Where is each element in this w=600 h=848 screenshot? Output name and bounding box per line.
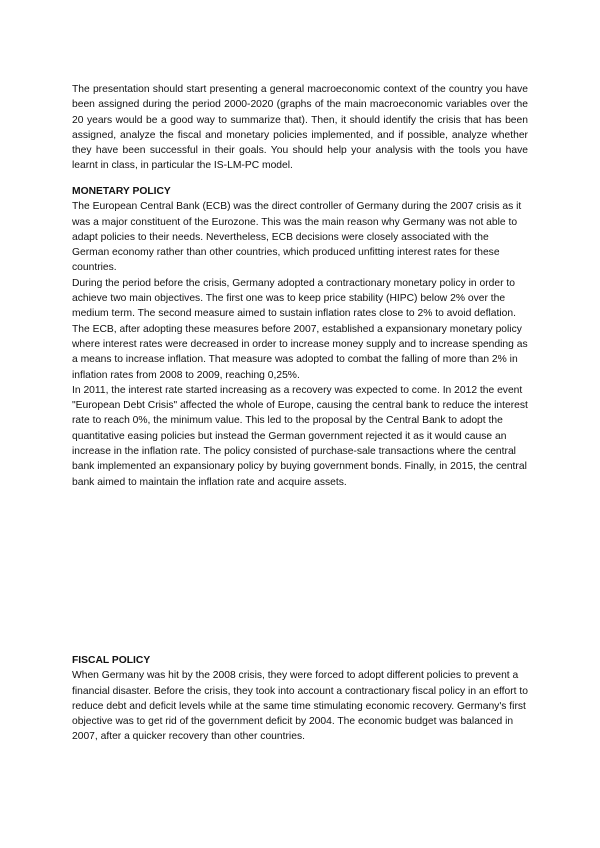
monetary-paragraph-3: The ECB, after adopting these measures before 2007, established a expansionary monetary policy where interest rates were decreased in order to increase money supply and to increase spending as a means to increase inflation. That measure was adopted to combat the falling of more than 2% in inflation rates from 2008 to 2009, reaching 0,25%.: [72, 323, 528, 381]
intro-section: [72, 82, 528, 174]
monetary-policy-heading: MONETARY POLICY: [72, 186, 171, 197]
intro-paragraph: The presentation should start presenting a general macroeconomic context of the country you have been assigned during the period 2000-2020 (graphs of the main macroeconomic variables over the 20 years would be a good way to summarize that). Then, it should identify the crisis that has been assigned, analyze the fiscal and monetary policies implemented, and if possible, analyze whether they have been successful in their goals. You should help your analysis with the tools you have learnt in class, in particular the IS-LM-PC model.: [72, 84, 528, 172]
monetary-paragraph-2: During the period before the crisis, Germany adopted a contractionary monetary policy in order to achieve two main objectives. The first one was to keep price stability (HIPC) below 2% over the medium term. The second measure aimed to sustain inflation rates close to 2% to avoid deflation.: [72, 277, 516, 320]
fiscal-paragraph-1: When Germany was hit by the 2008 crisis, they were forced to adopt different policies to prevent a financial disaster. Before the crisis, they took into account a contractionary fiscal policy in an effort to reduce debt and deficit levels while at the same time stimulating economic recovery. Germany's first objective was to get rid of the government deficit by 2004. The economic budget was balanced in 2007, after a quicker recovery than other countries.: [72, 670, 528, 743]
monetary-paragraph-4: In 2011, the interest rate started increasing as a recovery was expected to come. In 2012 the event "European Debt Crisis" affected the whole of Europe, causing the central bank to reduce the interest rate to reach 0%, the minimum value. This led to the proposal by the Central Bank to adopt the quantitative easing policies but instead the German government rejected it as it would cause an increase in the inflation rate. The policy consisted of purchase-sale transactions where the central bank implemented an expansionary policy by buying government bonds. Finally, in 2015, the central bank aimed to maintain the inflation rate and acquire assets.: [72, 384, 528, 488]
monetary-policy-section: [72, 184, 528, 490]
monetary-paragraph-1: The European Central Bank (ECB) was the direct controller of Germany during the 2007 crisis as it was a major constituent of the Eurozone. This was the main reason why Germany was not able to adapt policies to their needs. Nevertheless, ECB decisions were closely associated with the German economy rather than other countries, which produced unfitting interest rates for these countries.: [72, 201, 522, 274]
fiscal-policy-section: [72, 653, 528, 745]
fiscal-policy-heading: FISCAL POLICY: [72, 655, 151, 666]
